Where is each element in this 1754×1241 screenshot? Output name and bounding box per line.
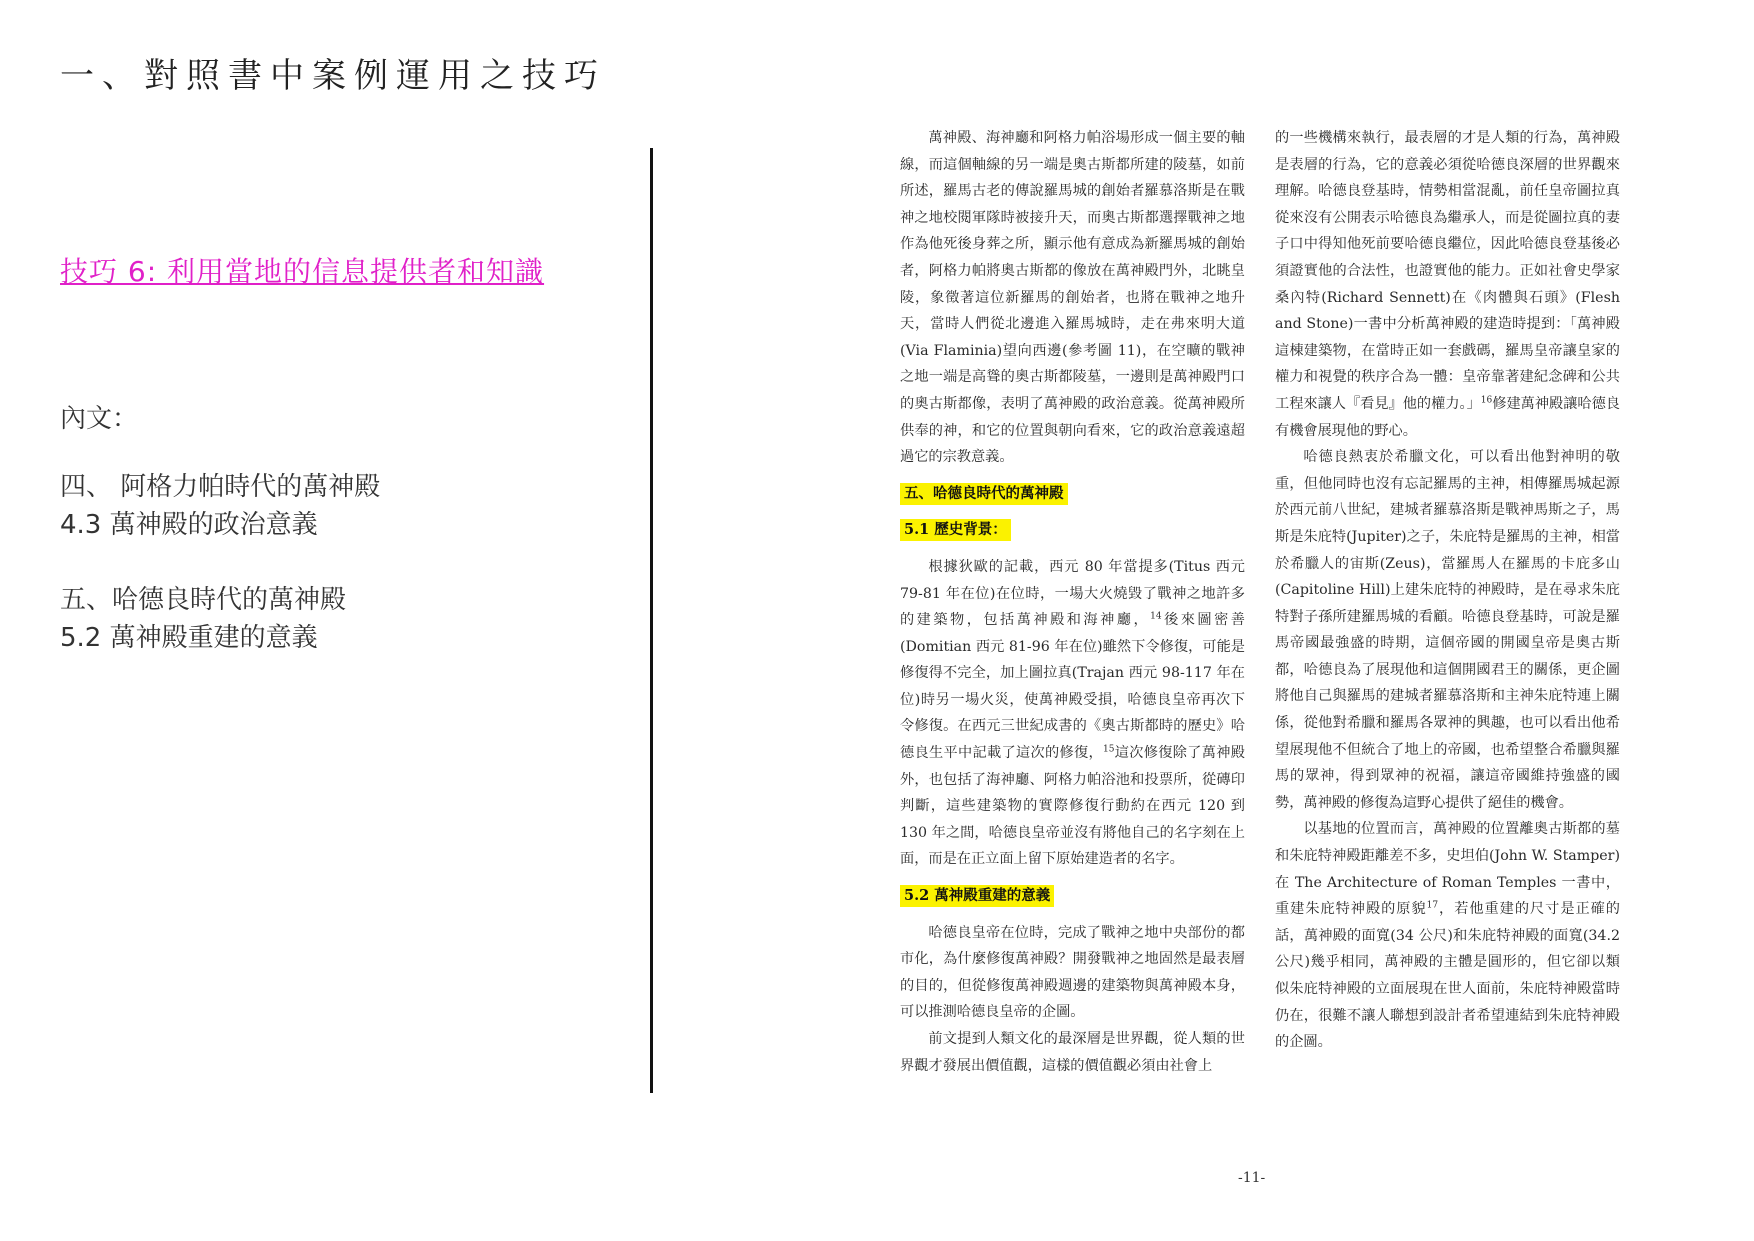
- paragraph: [1275, 125, 1620, 444]
- paragraph-text: 根據狄歐的記載，西元 80 年當提多(Titus 西元 79-81 年在位)在位時，一場大火燒毀了戰神之地許多的建築物，包括萬神殿和海神廳，: [900, 558, 1245, 629]
- paragraph-text: 修建萬神殿讓哈德良有機會展現他的野心。: [1275, 395, 1620, 439]
- paragraph: [900, 554, 1245, 873]
- outline-subheading: 5.2 萬神殿重建的意義: [60, 623, 318, 653]
- page-number: -11-: [1238, 1170, 1266, 1186]
- outline-block-5: [60, 581, 346, 657]
- outline-heading: 四、 阿格力帕時代的萬神殿: [60, 472, 381, 502]
- paragraph: [1275, 816, 1620, 1055]
- outline-subheading: 4.3 萬神殿的政治意義: [60, 510, 318, 540]
- outline-heading: 五、哈德良時代的萬神殿: [60, 585, 347, 615]
- section-heading: 五、哈德良時代的萬神殿: [900, 483, 1068, 505]
- technique-link[interactable]: 技巧 6: 利用當地的信息提供者和知識: [60, 255, 545, 288]
- footnote-ref: 15: [1103, 744, 1115, 755]
- paragraph-text: 後來圖密善(Domitian 西元 81-96 年在位)雖然下令修復，可能是修復得不完全，加上圖拉真(Trajan 西元 98-117 年在位)時另一場火災，使萬神殿受損，哈德良皇帝再次下令修復。在西元三世紀成書的《奧古斯都時的歷史》哈德良生平中記載了這次的修復，: [900, 612, 1245, 762]
- paragraph: 哈德良皇帝在位時，完成了戰神之地中央部份的都市化，為什麼修復萬神殿？開發戰神之地固然是最表層的目的，但從修復萬神殿週邊的建築物與萬神殿本身，可以推測哈德良皇帝的企圖。: [900, 924, 1245, 1021]
- paragraph-text: 這次修復除了萬神殿外，也包括了海神廳、阿格力帕浴池和投票所，從磚印判斷，這些建築物的實際修復行動約在西元 120 到 130 年之間，哈德良皇帝並沒有將他自己的名字刻在上面，而是在正立面上留下原始建造者的名字。: [900, 745, 1245, 868]
- book-page: [900, 125, 1640, 1205]
- paragraph: 哈德良熱衷於希臘文化，可以看出他對神明的敬重，但他同時也沒有忘記羅馬的主神，相傳羅馬城起源於西元前八世紀，建城者羅慕洛斯是戰神馬斯之子，馬斯是朱庇特(Jupiter)之子，朱庇特是羅馬的主神，相當於希臘人的宙斯(Zeus)，當羅馬人在羅馬的卡庇多山(Capitoline Hill)上建朱庇特的神殿時，是在尋求朱庇特對子孫所建羅馬城的看顧。哈德良登基時，可說是羅馬帝國最強盛的時期，這個帝國的開國皇帝是奧古斯都，哈德良為了展現他和這個開國君王的關係，更企圖將他自己與羅馬的建城者羅慕洛斯和主神朱庇特連上關係，從他對希臘和羅馬各眾神的興趣，也可以看出他希望展現他不但統合了地上的帝國，也希望整合希臘與羅馬的眾神，得到眾神的祝福，讓這帝國維持強盛的國勢，萬神殿的修復為這野心提供了絕佳的機會。: [1275, 449, 1620, 811]
- right-text-column: [1275, 125, 1620, 1056]
- footnote-ref: 17: [1426, 900, 1439, 911]
- footnote-ref: 16: [1480, 395, 1493, 406]
- paragraph-text: 以基地的位置而言，萬神殿的位置離奧古斯都的墓和朱庇特神殿距離差不多，史坦伯(John W. Stamper)在 The Architecture of Roman Temples 一書中，重建朱庇特神殿的原貌: [1275, 821, 1620, 918]
- subsection-heading: 5.2 萬神殿重建的意義: [900, 885, 1054, 907]
- left-text-column: [900, 125, 1245, 1079]
- footnote-ref: 14: [1150, 611, 1162, 622]
- vertical-divider: [650, 148, 653, 1093]
- content-label: 內文：: [60, 404, 139, 434]
- page-title: 一、對照書中案例運用之技巧: [60, 56, 606, 96]
- paragraph-text: ，若他重建的尺寸是正確的話，萬神殿的面寬(34 公尺)和朱庇特神殿的面寬(34.2 公尺)幾乎相同，萬神殿的主體是圓形的，但它卻以類似朱庇特神殿的立面展現在世人面前，朱庇特神殿當時仍在，很難不讓人聯想到設計者希望連結到朱庇特神殿的企圖。: [1275, 901, 1620, 1051]
- subsection-heading: 5.1 歷史背景：: [900, 519, 1011, 541]
- outline-block-4: [60, 468, 380, 544]
- paragraph: 前文提到人類文化的最深層是世界觀，從人類的世界觀才發展出價值觀，這樣的價值觀必須由社會上: [900, 1031, 1245, 1074]
- paragraph: 萬神殿、海神廳和阿格力帕浴場形成一個主要的軸線，而這個軸線的另一端是奧古斯都所建的陵墓，如前所述，羅馬古老的傳說羅馬城的創始者羅慕洛斯是在戰神之地校閱軍隊時被接升天，而奧古斯都選擇戰神之地作為他死後身葬之所，顯示他有意成為新羅馬城的創始者，阿格力帕將奧古斯都的像放在萬神殿門外，北眺皇陵，象徵著這位新羅馬的創始者，也將在戰神之地升天，當時人們從北邊進入羅馬城時，走在弗來明大道(Via Flaminia)望向西邊(參考圖 11)，在空曠的戰神之地一端是高聳的奧古斯都陵墓，一邊則是萬神殿門口的奧古斯都像，表明了萬神殿的政治意義。從萬神殿所供奉的神，和它的位置與朝向看來，它的政治意義遠超過它的宗教意義。: [900, 130, 1245, 466]
- paragraph-text: 的一些機構來執行，最表層的才是人類的行為，萬神殿是表層的行為，它的意義必須從哈德良深層的世界觀來理解。哈德良登基時，情勢相當混亂，前任皇帝圖拉真從來沒有公開表示哈德良為繼承人，而是從圖拉真的妻子口中得知他死前要哈德良繼位，因此哈德良登基後必須證實他的合法性，也證實他的能力。正如社會史學家桑內特(Richard Sennett)在《肉體與石頭》(Flesh and Stone)一書中分析萬神殿的建造時提到：「萬神殿這棟建築物，在當時正如一套戲碼，羅馬皇帝讓皇家的權力和視覺的秩序合為一體：皇帝靠著建紀念碑和公共工程來讓人『看見』他的權力。」: [1275, 130, 1620, 412]
